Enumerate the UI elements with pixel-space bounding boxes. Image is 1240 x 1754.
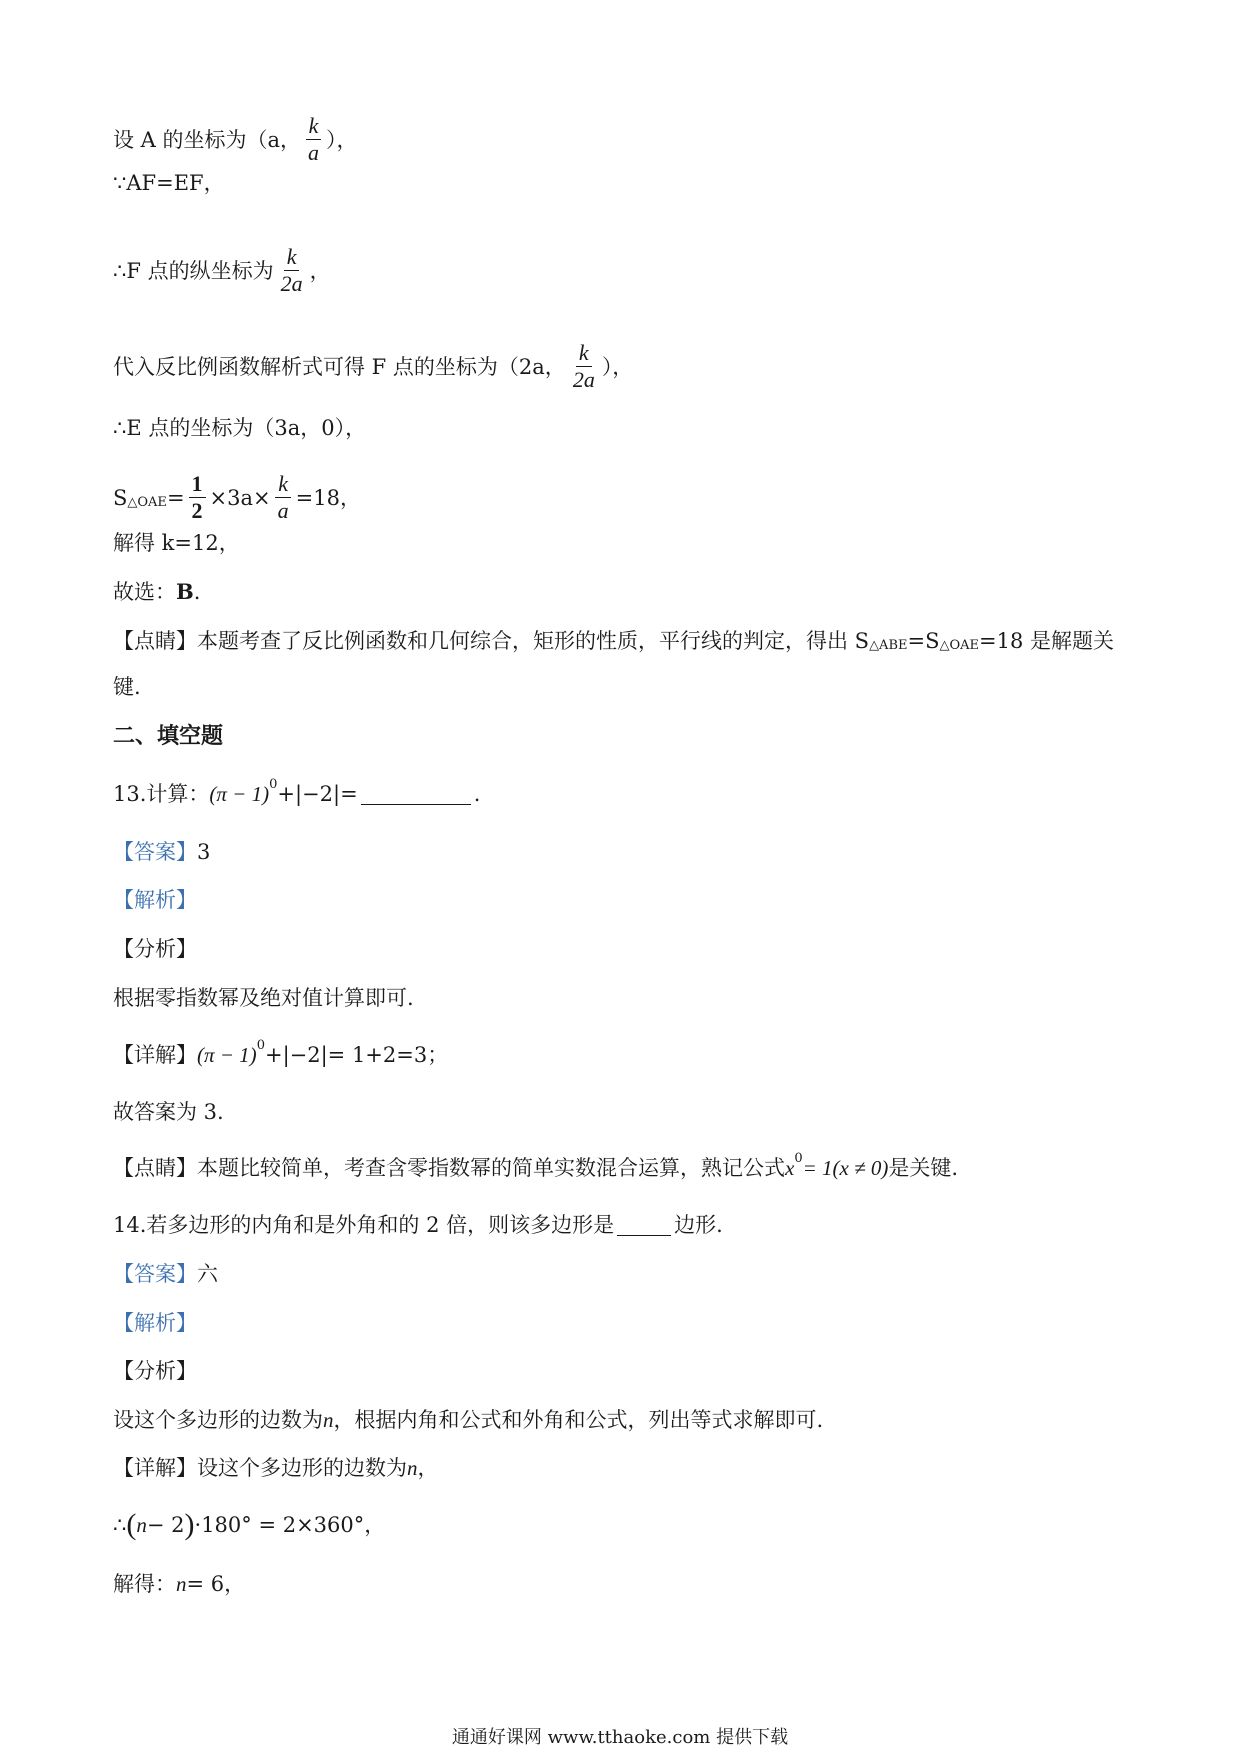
equation-14 bbox=[113, 1510, 385, 1540]
paren-right: ) bbox=[184, 1508, 195, 1541]
denominator: a bbox=[308, 140, 320, 165]
solution-line-f-coordinate bbox=[113, 340, 633, 393]
text: ×3a× bbox=[209, 485, 271, 510]
fraction bbox=[305, 113, 322, 166]
math-expr: +|−2|= 1+2=3； bbox=[264, 1043, 449, 1067]
analysis-tag-13 bbox=[113, 885, 197, 915]
denominator: a bbox=[277, 498, 289, 523]
question-13 bbox=[113, 779, 480, 809]
fraction bbox=[570, 340, 598, 393]
fenxi-tag-13 bbox=[113, 934, 197, 964]
math-var: n bbox=[323, 1408, 334, 1432]
solution-14 bbox=[113, 1569, 245, 1599]
solution-line-solve-k bbox=[113, 528, 240, 558]
solution-line-e-coordinate bbox=[113, 413, 366, 443]
math-expr: ·180° = 2×360°， bbox=[194, 1513, 386, 1537]
comment-tag: 【点睛】 bbox=[113, 1156, 197, 1180]
text: ， bbox=[417, 1456, 439, 1480]
detail-14 bbox=[113, 1453, 439, 1483]
text: 设这个多边形的边数为 bbox=[113, 1408, 323, 1432]
text: ）， bbox=[326, 127, 358, 152]
text: ）， bbox=[601, 354, 634, 379]
text: ∴F 点的纵坐标为 bbox=[113, 258, 274, 283]
math-var: n bbox=[407, 1456, 418, 1480]
denominator: 2a bbox=[280, 271, 303, 296]
comment-13 bbox=[113, 1153, 958, 1183]
answer-value: 六 bbox=[197, 1262, 218, 1286]
subscript: △OAE bbox=[127, 494, 167, 510]
math-var: n bbox=[176, 1572, 187, 1596]
text: . bbox=[193, 580, 201, 604]
subscript: △OAE bbox=[939, 638, 980, 653]
text: ∵AF=EF， bbox=[113, 171, 225, 195]
text: 故答案为 3. bbox=[113, 1100, 224, 1124]
text: 代入反比例函数解析式可得 F 点的坐标为（2a， bbox=[113, 354, 566, 379]
solution-line-area bbox=[113, 471, 361, 524]
answer-value: 3 bbox=[197, 840, 211, 864]
text: 是关键. bbox=[888, 1156, 959, 1180]
solution-line-af-ef bbox=[113, 168, 225, 198]
detail-tag: 【详解】 bbox=[113, 1456, 197, 1480]
fraction bbox=[275, 471, 292, 524]
answer-tag: 【答案】 bbox=[113, 1262, 197, 1286]
text: 本题考查了反比例函数和几何综合，矩形的性质，平行线的判定，得出 S bbox=[197, 629, 870, 653]
text: 本题比较简单，考查含零指数幂的简单实数混合运算，熟记公式 bbox=[197, 1156, 785, 1180]
text: ∴E 点的坐标为（3a，0）， bbox=[113, 416, 367, 440]
text: ∴ bbox=[113, 1513, 127, 1537]
text: 【解析】 bbox=[113, 1311, 197, 1335]
text: 解得： bbox=[113, 1572, 176, 1596]
numerator: k bbox=[275, 471, 291, 498]
text: 故选： bbox=[113, 580, 176, 604]
comment-line-12-cont bbox=[113, 672, 141, 702]
subscript: △ABE bbox=[869, 638, 908, 653]
math-expr: = 1(x ≠ 0) bbox=[802, 1156, 889, 1180]
denominator: 2 bbox=[191, 498, 203, 523]
denominator: 2a bbox=[572, 367, 595, 392]
comment-line-12 bbox=[113, 626, 1114, 656]
conclusion-13 bbox=[113, 1097, 224, 1127]
math-expr: (π − 1) bbox=[197, 1043, 257, 1067]
question-14 bbox=[113, 1210, 723, 1240]
math-expr: +|−2|= bbox=[277, 782, 358, 806]
text: 键. bbox=[113, 675, 141, 699]
text: ， bbox=[309, 258, 331, 283]
text: 根据零指数幂及绝对值计算即可. bbox=[113, 986, 414, 1010]
text: =S bbox=[907, 629, 940, 653]
numerator: k bbox=[306, 113, 322, 140]
solution-line-f-ordinate bbox=[113, 244, 331, 297]
math-expr: (π − 1) bbox=[209, 782, 270, 806]
math-var: x bbox=[785, 1156, 795, 1180]
text: =18， bbox=[295, 485, 361, 510]
text: 14.若多边形的内角和是外角和的 2 倍，则该多边形是 bbox=[113, 1213, 615, 1237]
analysis-tag-14 bbox=[113, 1308, 197, 1338]
text: 【分析】 bbox=[113, 1359, 197, 1383]
text: 解得 k=12， bbox=[113, 531, 240, 555]
answer-blank bbox=[361, 784, 471, 805]
text: 设 A 的坐标为（a， bbox=[113, 127, 302, 152]
text: ，根据内角和公式和外角和公式，列出等式求解即可. bbox=[333, 1408, 824, 1432]
text: 二、填空题 bbox=[113, 723, 224, 749]
fraction bbox=[278, 244, 306, 297]
numerator: k bbox=[284, 244, 300, 271]
text: = bbox=[166, 485, 185, 510]
answer-blank bbox=[617, 1215, 671, 1236]
math-var: n bbox=[136, 1513, 147, 1537]
detail-13 bbox=[113, 1040, 448, 1070]
paren-left: ( bbox=[126, 1508, 137, 1541]
fenxi-tag-14 bbox=[113, 1356, 197, 1386]
math-expr: = 6， bbox=[186, 1572, 246, 1596]
answer-13 bbox=[113, 837, 210, 867]
solution-line-a-coordinate bbox=[113, 113, 358, 166]
answer-14 bbox=[113, 1259, 218, 1289]
numerator: 1 bbox=[189, 471, 206, 498]
answer-choice: B bbox=[176, 579, 194, 604]
area-symbol: S bbox=[113, 485, 128, 510]
math-expr: − 2 bbox=[146, 1513, 185, 1537]
text: 【解析】 bbox=[113, 888, 197, 912]
superscript: 0 bbox=[256, 1038, 265, 1053]
comment-tag: 【点睛】 bbox=[113, 629, 197, 653]
text: 设这个多边形的边数为 bbox=[197, 1456, 407, 1480]
superscript: 0 bbox=[794, 1151, 803, 1166]
fenxi-text-14 bbox=[113, 1405, 823, 1435]
text: 13.计算： bbox=[113, 782, 210, 806]
superscript: 0 bbox=[269, 777, 278, 792]
section-heading bbox=[113, 721, 223, 751]
text: 边形. bbox=[674, 1213, 723, 1237]
numerator: k bbox=[576, 340, 592, 367]
fraction-half bbox=[189, 471, 206, 524]
text: =18 是解题关 bbox=[979, 629, 1115, 653]
page-footer: 通通好课网 www.tthaoke.com 提供下载 bbox=[451, 1727, 789, 1748]
fenxi-text-13 bbox=[113, 983, 414, 1013]
detail-tag: 【详解】 bbox=[113, 1043, 197, 1067]
text: 【分析】 bbox=[113, 937, 197, 961]
answer-tag: 【答案】 bbox=[113, 840, 197, 864]
solution-line-choice bbox=[113, 577, 200, 607]
text: . bbox=[473, 782, 481, 806]
